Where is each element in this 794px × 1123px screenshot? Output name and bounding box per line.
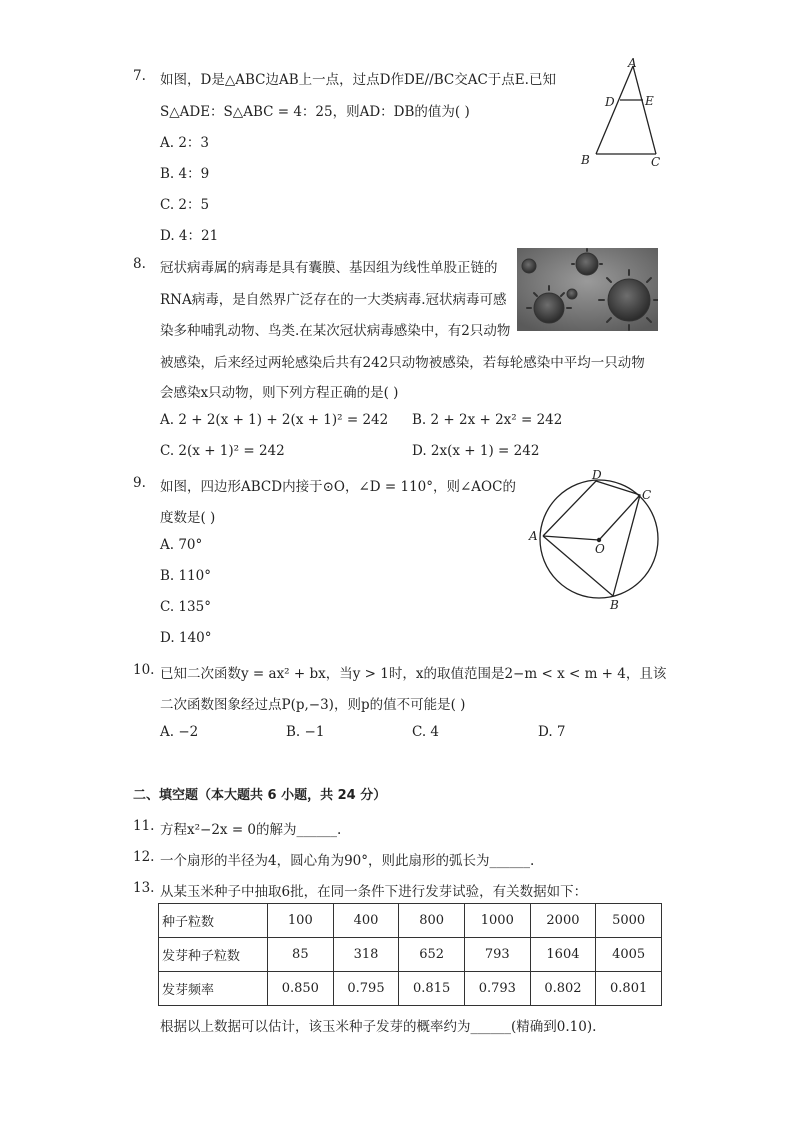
label-o: O: [595, 542, 605, 556]
table-cell: 318: [333, 938, 399, 972]
label-d: D: [605, 95, 615, 109]
option-d[interactable]: D. 7: [538, 724, 566, 740]
question-text: 度数是( ): [160, 510, 216, 526]
question-number: 7.: [133, 68, 146, 84]
option-a[interactable]: A. 70°: [160, 537, 203, 553]
option-c[interactable]: C. 135°: [160, 599, 211, 615]
table-cell: 85: [268, 938, 334, 972]
label-b: B: [610, 598, 619, 612]
label-b: B: [581, 153, 590, 167]
table-cell: 5000: [596, 904, 662, 938]
question-number: 8.: [133, 256, 146, 272]
option-d[interactable]: D. 4：21: [160, 228, 219, 244]
question-13-text: 从某玉米种子中抽取6批，在同一条件下进行发芽试验，有关数据如下：: [160, 884, 588, 900]
question-12-number: 12.: [133, 849, 155, 865]
table-cell: 0.850: [268, 972, 334, 1006]
table-cell: 2000: [530, 904, 596, 938]
table-cell: 0.801: [596, 972, 662, 1006]
germination-table: [158, 903, 662, 1006]
question-text: 二次函数图象经过点P(p,−3)，则p的值不可能是( ): [160, 697, 466, 713]
option-a[interactable]: A. 2 + 2(x + 1) + 2(x + 1)² = 242: [160, 412, 389, 428]
table-row: [159, 972, 662, 1006]
table-cell: 1000: [464, 904, 530, 938]
table-cell: 400: [333, 904, 399, 938]
table-cell: 800: [399, 904, 465, 938]
question-13-followup: 根据以上数据可以估计，该玉米种子发芽的概率约为______(精确到0.10).: [160, 1019, 597, 1035]
question-text: 冠状病毒属的病毒是具有囊膜、基因组为线性单股正链的: [160, 260, 498, 276]
label-e: E: [645, 94, 654, 108]
table-cell: 0.815: [399, 972, 465, 1006]
question-text: 会感染x只动物，则下列方程正确的是( ): [160, 385, 399, 401]
label-c: C: [651, 155, 661, 169]
option-a[interactable]: A. −2: [160, 724, 199, 740]
question-text: 被感染，后来经过两轮感染后共有242只动物被感染，若每轮感染中平均一只动物: [160, 355, 645, 371]
question-11-number: 11.: [133, 818, 155, 834]
question-number: 9.: [133, 475, 146, 491]
question-11-text: 方程x²−2x = 0的解为______.: [160, 822, 342, 838]
table-cell: 793: [464, 938, 530, 972]
table-cell: 100: [268, 904, 334, 938]
row-label: 发芽频率: [159, 972, 268, 1006]
label-a: A: [529, 529, 538, 543]
table-cell: 4005: [596, 938, 662, 972]
option-d[interactable]: D. 2x(x + 1) = 242: [412, 443, 540, 459]
option-b[interactable]: B. −1: [286, 724, 325, 740]
table-cell: 0.793: [464, 972, 530, 1006]
row-label: 种子粒数: [159, 904, 268, 938]
question-text: 染多种哺乳动物、鸟类.在某次冠状病毒感染中，有2只动物: [160, 323, 511, 339]
row-label: 发芽种子粒数: [159, 938, 268, 972]
question-text: 如图，四边形ABCD内接于⊙O，∠D = 110°，则∠AOC的: [160, 479, 516, 495]
circle-figure: [526, 462, 666, 614]
question-text: 如图，D是△ABC边AB上一点，过点D作DE//BC交AC于点E.已知: [160, 72, 556, 88]
question-text: 已知二次函数y = ax² + bx，当y > 1时，x的取值范围是2−m < x < m + 4，且该: [160, 666, 667, 682]
label-a: A: [628, 56, 637, 70]
triangle-figure: [576, 56, 666, 171]
table-cell: 652: [399, 938, 465, 972]
option-b[interactable]: B. 110°: [160, 568, 212, 584]
question-text: S△ADE：S△ABC = 4：25，则AD：DB的值为( ): [160, 104, 470, 120]
question-13-number: 13.: [133, 880, 155, 896]
label-d: D: [592, 468, 602, 482]
question-number: 10.: [133, 662, 155, 678]
option-c[interactable]: C. 4: [412, 724, 440, 740]
table-cell: 1604: [530, 938, 596, 972]
table-row: [159, 904, 662, 938]
table-cell: 0.802: [530, 972, 596, 1006]
option-b[interactable]: B. 2 + 2x + 2x² = 242: [412, 412, 563, 428]
option-b[interactable]: B. 4：9: [160, 166, 210, 182]
option-d[interactable]: D. 140°: [160, 630, 212, 646]
question-text: RNA病毒，是自然界广泛存在的一大类病毒.冠状病毒可感: [160, 292, 507, 308]
table-row: [159, 938, 662, 972]
virus-photo: [517, 248, 658, 331]
label-c: C: [642, 488, 652, 502]
option-a[interactable]: A. 2：3: [160, 135, 210, 151]
option-c[interactable]: C. 2：5: [160, 197, 210, 213]
table-cell: 0.795: [333, 972, 399, 1006]
question-12-text: 一个扇形的半径为4，圆心角为90°，则此扇形的弧长为______.: [160, 853, 535, 869]
option-c[interactable]: C. 2(x + 1)² = 242: [160, 443, 285, 459]
section-heading: 二、填空题（本大题共 6 小题，共 24 分）: [133, 788, 387, 803]
